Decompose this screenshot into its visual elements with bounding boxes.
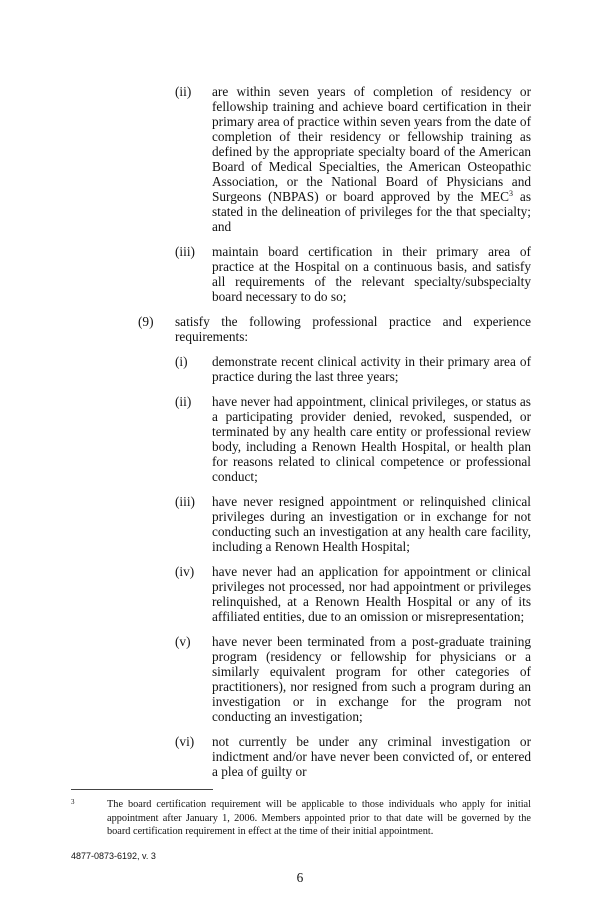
- item-label: (iii): [175, 494, 195, 509]
- list-item: [0, 734, 600, 779]
- item-label: (iv): [175, 564, 195, 579]
- item-text: satisfy the following professional practice and experience requirements:: [175, 314, 531, 344]
- item-text-part: as stated in the delineation of privileges for the that specialty; and: [212, 189, 531, 234]
- footnote-text: The board certification requirement will be applicable to those individuals who apply for initial appointment after January 1, 2006. Members appointed prior to that date will be governed by the board certification requirement in effect at the time of their initial appointment.: [107, 799, 531, 837]
- item-label: (i): [175, 354, 188, 369]
- document-body: [0, 84, 600, 779]
- footnote-ref[interactable]: 3: [509, 189, 514, 198]
- item-label: (9): [138, 314, 154, 329]
- item-label: (v): [175, 634, 191, 649]
- item-label: (iii): [175, 244, 195, 259]
- item-text: not currently be under any criminal investigation or indictment and/or have never been convicted of, or entered a plea of guilty or: [212, 734, 531, 779]
- list-item: [0, 84, 600, 234]
- list-item: [0, 244, 600, 304]
- footnote-number: 3: [71, 798, 75, 806]
- list-item: [0, 494, 600, 554]
- item-label: (ii): [175, 84, 192, 99]
- item-text: have never been terminated from a post-graduate training program (residency or fellowship for physicians or a similarly equivalent program for other categories of practitioners), nor resigned from such a program during an investigation or in exchange for the program not conducting an investigation;: [212, 634, 531, 724]
- list-item: [0, 634, 600, 724]
- item-text: have never had appointment, clinical privileges, or status as a participating provider denied, revoked, suspended, or terminated by any health care entity or professional review body, including a Renown Health Hospital, or health plan for reasons related to clinical competence or professional conduct;: [212, 394, 531, 484]
- item-text: have never resigned appointment or relinquished clinical privileges during an investigation or in exchange for not conducting such an investigation at any health care facility, including a Renown Health Hospital;: [212, 494, 531, 554]
- item-text-part: are within seven years of completion of residency or fellowship training and achieve board certification in their primary area of practice within seven years from the date of completion of their residency or fellowship training as defined by the appropriate specialty board of the American Board of Medical Specialties, the American Osteopathic Association, or the National Board of Physicians and Surgeons (NBPAS) or board approved by the MEC: [212, 84, 531, 204]
- item-text: have never had an application for appointment or clinical privileges not processed, nor had appointment or privileges relinquished, at a Renown Health Hospital or any of its affiliated entities, due to an omission or misrepresentation;: [212, 564, 531, 624]
- list-item: [0, 564, 600, 624]
- document-id: 4877-0873-6192, v. 3: [71, 850, 156, 861]
- list-item: [0, 394, 600, 484]
- item-text: [212, 84, 531, 234]
- item-text: demonstrate recent clinical activity in their primary area of practice during the last three years;: [212, 354, 531, 384]
- list-item: [0, 354, 600, 384]
- list-item: [0, 314, 600, 344]
- page-number: 6: [296, 869, 304, 885]
- footnote-divider: [71, 789, 213, 790]
- item-label: (vi): [175, 734, 195, 749]
- item-label: (ii): [175, 394, 192, 409]
- item-text: maintain board certification in their primary area of practice at the Hospital on a continuous basis, and satisfy all requirements of the relevant specialty/subspecialty board necessary to do so;: [212, 244, 531, 304]
- footnote: [71, 798, 531, 839]
